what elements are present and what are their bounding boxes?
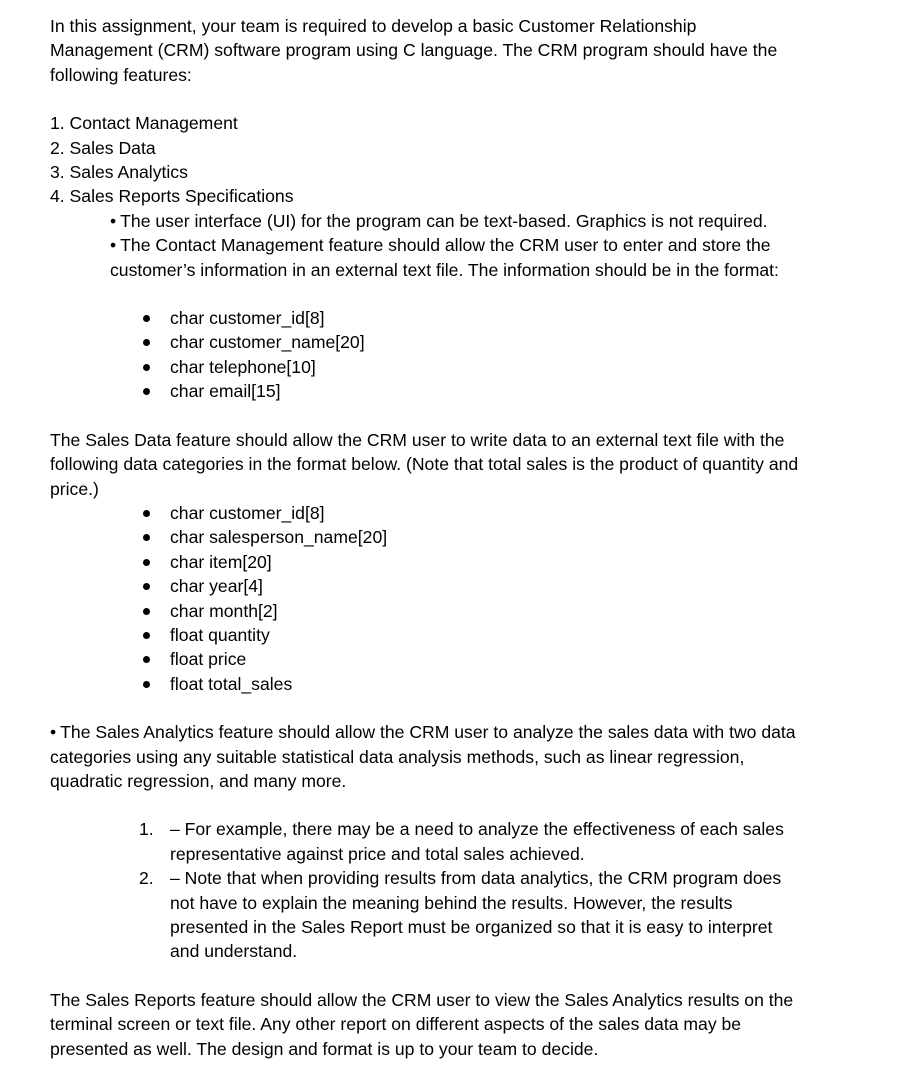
feature-item: 2. Sales Data bbox=[50, 137, 156, 158]
intro-paragraph bbox=[50, 14, 890, 87]
analytics-line: The Sales Analytics feature should allow the CRM user to analyze the sales data with two data bbox=[60, 722, 796, 743]
spacer bbox=[50, 404, 890, 428]
bullet-marker: • bbox=[110, 210, 117, 231]
feature-item: 1. Contact Management bbox=[50, 113, 238, 134]
note-line: representative against price and total sales achieved. bbox=[170, 843, 585, 864]
analytics-notes-list bbox=[50, 817, 890, 963]
feature-item: 3. Sales Analytics bbox=[50, 162, 188, 183]
note-line: presented in the Sales Report must be organized so that it is easy to interpret bbox=[170, 917, 773, 937]
sales-field-item: float quantity bbox=[170, 623, 890, 647]
sales-field-item: char year[4] bbox=[170, 574, 890, 598]
spacer bbox=[50, 793, 890, 817]
note-number: 2. bbox=[139, 868, 154, 889]
sales-data-line: following data categories in the format below. (Note that total sales is the product of quantity and bbox=[50, 454, 799, 475]
reports-line: The Sales Reports feature should allow the CRM user to view the Sales Analytics results on the bbox=[50, 989, 794, 1010]
sales-data-paragraph bbox=[50, 428, 890, 501]
spacer bbox=[50, 282, 890, 306]
spacer bbox=[50, 87, 890, 111]
contact-field-item: char customer_name[20] bbox=[170, 330, 890, 354]
sales-field-item: float price bbox=[170, 647, 890, 671]
sales-fields-list bbox=[50, 501, 890, 696]
note-line: – Note that when providing results from data analytics, the CRM program does bbox=[170, 868, 782, 889]
analytics-note-item bbox=[139, 866, 890, 964]
assignment-document bbox=[50, 14, 890, 1061]
analytics-paragraph bbox=[50, 720, 890, 793]
note-line: not have to explain the meaning behind the results. However, the results bbox=[170, 892, 733, 913]
bullet-marker: • bbox=[110, 235, 117, 256]
reports-line: terminal screen or text file. Any other report on different aspects of the sales data may be bbox=[50, 1014, 742, 1035]
sales-field-item: char month[2] bbox=[170, 599, 890, 623]
sales-data-line: price.) bbox=[50, 478, 99, 499]
intro-line: Management (CRM) software program using C language. The CRM program should have the bbox=[50, 40, 778, 61]
contact-fields-list bbox=[50, 306, 890, 404]
reports-paragraph bbox=[50, 988, 890, 1061]
spec-bullet-text: customer’s information in an external text file. The information should be in the format: bbox=[110, 259, 779, 280]
spacer bbox=[50, 964, 890, 988]
sales-field-item: float total_sales bbox=[170, 672, 890, 696]
spec-bullet-text: The user interface (UI) for the program can be text-based. Graphics is not required. bbox=[120, 210, 768, 231]
sales-field-item: char salesperson_name[20] bbox=[170, 525, 890, 549]
note-line: and understand. bbox=[170, 941, 298, 962]
analytics-note-item bbox=[139, 817, 890, 866]
analytics-line: quadratic regression, and many more. bbox=[50, 770, 347, 791]
contact-field-item: char email[15] bbox=[170, 379, 890, 403]
intro-line: following features: bbox=[50, 64, 192, 85]
sales-field-item: char item[20] bbox=[170, 550, 890, 574]
note-line: – For example, there may be a need to analyze the effectiveness of each sales bbox=[170, 819, 784, 840]
feature-item: 4. Sales Reports Specifications bbox=[50, 186, 294, 207]
features-list bbox=[50, 111, 890, 209]
spec-bullet-text: The Contact Management feature should allow the CRM user to enter and store the bbox=[120, 235, 771, 256]
spec-bullet-item bbox=[110, 233, 890, 282]
analytics-line: categories using any suitable statistical data analysis methods, such as linear regression, bbox=[50, 746, 745, 767]
reports-line: presented as well. The design and format is up to your team to decide. bbox=[50, 1038, 599, 1059]
spec-bullets-list bbox=[50, 209, 890, 282]
note-number: 1. bbox=[139, 819, 154, 840]
sales-data-line: The Sales Data feature should allow the CRM user to write data to an external text file with the bbox=[50, 429, 785, 450]
sales-field-item: char customer_id[8] bbox=[170, 501, 890, 525]
spacer bbox=[50, 696, 890, 720]
intro-line: In this assignment, your team is required to develop a basic Customer Relationship bbox=[50, 16, 697, 36]
contact-field-item: char customer_id[8] bbox=[170, 306, 890, 330]
spec-bullet-item bbox=[110, 209, 890, 233]
contact-field-item: char telephone[10] bbox=[170, 355, 890, 379]
bullet-marker: • bbox=[50, 722, 57, 743]
